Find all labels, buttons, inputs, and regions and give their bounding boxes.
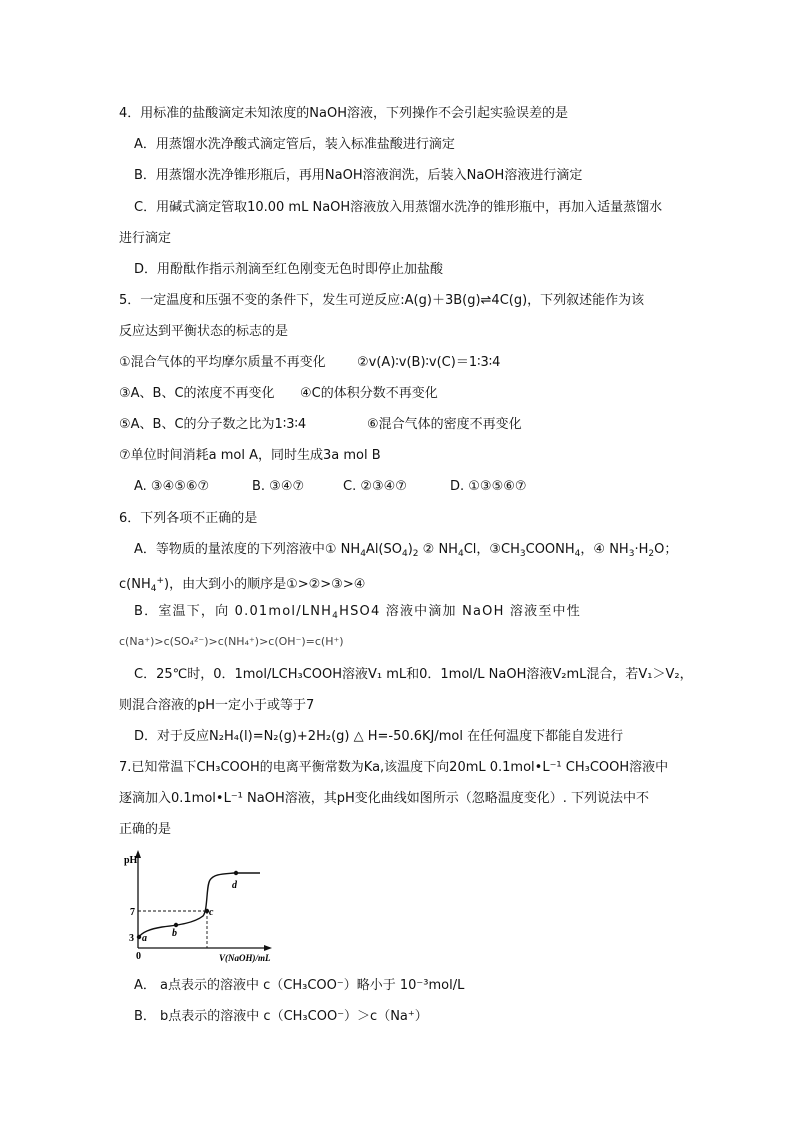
q6-stem: 6．下列各项不正确的是 <box>119 511 258 526</box>
q5-stem-line1: 5．一定温度和压强不变的条件下，发生可逆反应:A(g)＋3B(g)⇌4C(g)，下列叙述能作为该 <box>119 293 645 308</box>
q5-statement-3: ③A、B、C的浓度不再变化 <box>119 386 275 401</box>
q6-option-a-line2: $c(NH_4^+)$，由大到小的顺序是①>②>③>④ <box>119 576 366 594</box>
point-c-label: c <box>209 907 214 918</box>
q5-stem-line2: 反应达到平衡状态的标志的是 <box>119 324 289 339</box>
y-tick-7: 7 <box>130 907 135 918</box>
q5-statement-1: ①混合气体的平均摩尔质量不再变化 <box>119 355 326 370</box>
q6-option-b-line1: B．室温下，向 $0.01mol/LNH_4HSO4$ 溶液中滴加 NaOH 溶液至中性 <box>134 604 581 621</box>
titration-curve-graph <box>124 848 274 963</box>
x-axis-arrow <box>264 945 272 951</box>
q4-option-b: B．用蒸馏水洗净锥形瓶后，再用NaOH溶液润洗，后装入NaOH溶液进行滴定 <box>134 168 583 183</box>
point-b <box>174 923 178 927</box>
q4-option-a: A．用蒸馏水洗净酸式滴定管后，装入标准盐酸进行滴定 <box>134 137 455 152</box>
point-a-label: a <box>142 933 147 944</box>
q5-option-b: B. ③④⑦ <box>252 479 305 494</box>
q5-statement-2: ②v(A)∶v(B)∶v(C)＝1∶3∶4 <box>357 355 501 370</box>
q7-stem-line2: 逐滴加入0.1mol•L⁻¹ NaOH溶液，其pH变化曲线如图所示（忽略温度变化）. 下列说法中不 <box>119 791 650 806</box>
q4-option-d: D．用酚酞作指示剂滴至红色刚变无色时即停止加盐酸 <box>134 262 444 277</box>
point-d-label: d <box>232 880 237 891</box>
q5-statement-7: ⑦单位时间消耗a mol A，同时生成3a mol B <box>119 448 381 463</box>
q4-stem: 4．用标准的盐酸滴定未知浓度的NaOH溶液，下列操作不会引起实验误差的是 <box>119 106 568 121</box>
origin-label: 0 <box>136 951 141 962</box>
q5-statement-6: ⑥混合气体的密度不再变化 <box>367 417 522 432</box>
q6-option-c-line2: 则混合溶液的pH一定小于或等于7 <box>119 698 315 713</box>
q5-statement-5: ⑤A、B、C的分子数之比为1∶3∶4 <box>119 417 307 432</box>
q5-option-d: D. ①③⑤⑥⑦ <box>450 479 527 494</box>
q5-option-c: C. ②③④⑦ <box>343 479 407 494</box>
q7-stem-line1: 7.已知常温下CH₃COOH的电离平衡常数为Ka,该温度下向20mL 0.1mol•L⁻¹ CH₃COOH溶液中 <box>119 760 669 775</box>
y-axis-label: pH <box>124 855 138 866</box>
q7-option-b: B． b点表示的溶液中 c（CH₃COO⁻）＞c（Na⁺） <box>134 1009 428 1024</box>
point-d <box>234 871 238 875</box>
q7-stem-line3: 正确的是 <box>119 822 172 837</box>
point-b-label: b <box>172 928 177 939</box>
q6-option-c-line1: C．25℃时，0．1mol/LCH₃COOH溶液V₁ mL和0．1mol/L NaOH溶液V₂mL混合，若V₁＞V₂， <box>134 667 693 682</box>
y-tick-3: 3 <box>129 933 134 944</box>
q4-option-c-line1: C．用碱式滴定管取10.00 mL NaOH溶液放入用蒸馏水洗净的锥形瓶中，再加入适量蒸馏水 <box>134 200 663 215</box>
q4-option-c-line2: 进行滴定 <box>119 231 172 246</box>
q5-statement-4: ④C的体积分数不再变化 <box>300 386 438 401</box>
q6-option-d: D．对于反应N₂H₄(l)=N₂(g)+2H₂(g) △ H=-50.6KJ/mol 在任何温度下都能自发进行 <box>134 729 624 744</box>
x-axis-label: V(NaOH)/mL <box>219 953 271 963</box>
q7-option-a: A． a点表示的溶液中 c（CH₃COO⁻）略小于 10⁻³mol/L <box>134 978 465 993</box>
q5-option-a: A. ③④⑤⑥⑦ <box>134 479 210 494</box>
q6-option-a-line1: A．等物质的量浓度的下列溶液中① $NH_4Al(SO_4)_2$ ② $NH_4Cl$，$③CH_3COONH_4$，④ $NH_3\cdot H_2O$； <box>134 542 678 559</box>
q6-option-b-line2: c(Na⁺)>c(SO₄²⁻)>c(NH₄⁺)>c(OH⁻)=c(H⁺) <box>119 635 344 648</box>
point-a <box>137 935 141 939</box>
ph-curve <box>138 873 260 938</box>
